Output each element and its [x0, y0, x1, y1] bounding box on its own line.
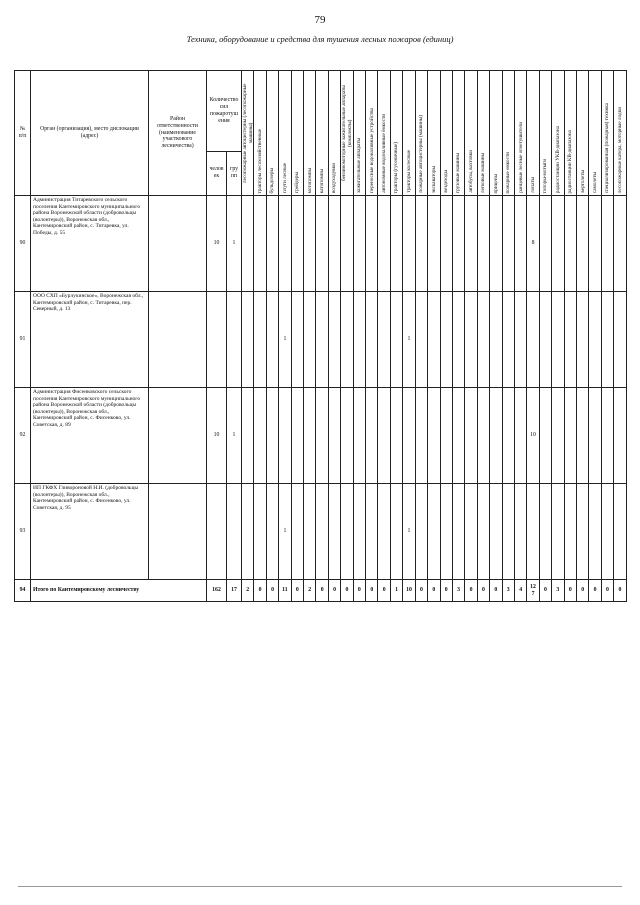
header-equipment-14	[415, 71, 427, 196]
header-equipment-17	[452, 71, 464, 196]
header-equipment-1	[254, 71, 266, 196]
row-equipment-value	[490, 388, 502, 484]
row-equipment-value	[539, 292, 551, 388]
row-equipment-value	[378, 196, 390, 292]
header-org: Орган (организация), место дислокации (адрес)	[31, 71, 149, 196]
total-number: 94	[15, 580, 31, 602]
row-equipment-value	[465, 196, 477, 292]
header-equipment-label: легковые машины	[480, 153, 487, 193]
header-equipment-label: лесопожарные автоцистерны (лесопожарные машины)	[242, 83, 255, 183]
row-number: 91	[15, 292, 31, 388]
total-equipment-value: 0	[576, 580, 588, 602]
header-equipment-3	[279, 71, 291, 196]
row-equipment-value	[502, 484, 514, 580]
total-equipment-value: 3	[452, 580, 464, 602]
row-equipment-value	[440, 388, 452, 484]
header-equipment-29	[601, 71, 613, 196]
row-equipment-value	[291, 388, 303, 484]
row-equipment-value	[502, 292, 514, 388]
row-equipment-value	[304, 484, 316, 580]
row-equipment-value: 8	[527, 196, 539, 292]
header-equipment-label: радиостанции КВ-диапазона	[567, 129, 574, 193]
header-equipment-label: бензиномоторные зажигательные аппараты (комплекты)	[341, 85, 354, 181]
row-equipment-value	[601, 388, 613, 484]
header-equipment-label: плуги лесные	[281, 162, 288, 193]
row-equipment-value	[254, 292, 266, 388]
row-equipment-value: 1	[403, 292, 415, 388]
row-equipment-value	[353, 388, 365, 484]
row-people	[207, 292, 227, 388]
row-equipment-value	[428, 484, 440, 580]
header-equipment-label: лесопожарные катера, моторные лодки	[616, 106, 623, 193]
header-equipment-label: пожарные емкости	[505, 151, 512, 193]
row-organization: Администрация Фисенковского сельского поселения Кантемировского муниципального района Воронежской области (добровольцы (волонтеры)), Воронежская обл., Кантемировский район, с. Фисенково, ул. Советская, д. 89	[31, 388, 149, 484]
row-organization: ООО СХП «Бурлукинское», Воронежская обл., Кантемировский район, с. Титаревка, пер. Северный, д. 13	[31, 292, 149, 388]
row-equipment-value	[428, 388, 440, 484]
header-work-area: Район ответственности (наименование участкового лесничества)	[149, 71, 207, 196]
row-equipment-value	[477, 196, 489, 292]
row-equipment-value	[353, 196, 365, 292]
row-equipment-value	[328, 196, 340, 292]
row-equipment-value	[490, 484, 502, 580]
total-equipment-value: 0	[266, 580, 278, 602]
header-equipment-label: прицепы	[492, 173, 499, 193]
header-equipment-label: пожарные автоцистерны (машины)	[418, 115, 425, 193]
row-equipment-value	[266, 196, 278, 292]
row-equipment-value	[366, 196, 378, 292]
row-equipment-value	[614, 388, 626, 484]
header-equipment-21	[502, 71, 514, 196]
row-equipment-value	[266, 292, 278, 388]
row-equipment-value	[589, 484, 601, 580]
header-equipment-10	[366, 71, 378, 196]
row-work-area	[149, 388, 207, 484]
header-equipment-30	[614, 71, 626, 196]
row-groups	[227, 292, 242, 388]
row-equipment-value	[316, 292, 328, 388]
row-groups: 1	[227, 388, 242, 484]
total-equipment-value: 0	[564, 580, 576, 602]
row-equipment-value	[242, 484, 254, 580]
row-equipment-value	[242, 388, 254, 484]
row-equipment-value	[403, 196, 415, 292]
header-groups: групп	[227, 151, 242, 195]
header-equipment-26	[564, 71, 576, 196]
header-no: № п/п	[15, 71, 31, 196]
header-equipment-label: самолеты	[591, 171, 598, 193]
total-equipment-value: 3	[502, 580, 514, 602]
row-equipment-value	[576, 388, 588, 484]
row-equipment-value	[279, 388, 291, 484]
header-equipment-label: радиостанции УКВ-диапазона	[554, 125, 561, 193]
row-groups: 1	[227, 196, 242, 292]
row-equipment-value	[304, 388, 316, 484]
row-equipment-value	[614, 484, 626, 580]
row-equipment-value	[477, 292, 489, 388]
total-equipment-value: 0	[465, 580, 477, 602]
row-equipment-value	[589, 292, 601, 388]
row-equipment-value	[279, 196, 291, 292]
row-equipment-value	[564, 484, 576, 580]
row-work-area	[149, 196, 207, 292]
header-equipment-label: воздуходувки	[331, 162, 338, 193]
row-people: 10	[207, 196, 227, 292]
total-equipment-value: 1	[390, 580, 402, 602]
row-equipment-value	[564, 196, 576, 292]
total-equipment-value: 10	[403, 580, 415, 602]
header-equipment-label: ранцевые лесные огнетушители	[517, 122, 524, 193]
header-equipment-16	[440, 71, 452, 196]
row-equipment-value: 1	[403, 484, 415, 580]
header-equipment-label: автономные водоналивные ёмкости	[381, 114, 388, 193]
row-equipment-value	[465, 388, 477, 484]
header-equipment-12	[390, 71, 402, 196]
row-equipment-value	[514, 484, 526, 580]
row-equipment-value	[552, 388, 564, 484]
row-equipment-value	[254, 388, 266, 484]
row-equipment-value	[440, 196, 452, 292]
header-equipment-2	[266, 71, 278, 196]
page-number: 79	[314, 14, 326, 26]
row-equipment-value	[390, 388, 402, 484]
row-equipment-value	[514, 388, 526, 484]
total-equipment-value: 0	[341, 580, 353, 602]
row-equipment-value	[614, 292, 626, 388]
header-equipment-label: топоры-мотыги	[542, 158, 549, 193]
total-equipment-value: 0	[539, 580, 551, 602]
table-row	[15, 388, 627, 484]
row-equipment-value	[415, 388, 427, 484]
row-equipment-value	[378, 292, 390, 388]
total-equipment-value: 11	[279, 580, 291, 602]
header-equipment-label: автобусы, вахтовки	[467, 150, 474, 193]
total-groups: 17	[227, 580, 242, 602]
row-organization: ИП ГКФХ Гливороновой Н.И. (добровольцы (волонтеры)), Воронежская обл., Кантемировский район, с. Фисенково, ул. Советская, д. 95	[31, 484, 149, 580]
row-equipment-value	[576, 292, 588, 388]
row-equipment-value	[328, 388, 340, 484]
row-equipment-value	[291, 196, 303, 292]
row-equipment-value	[514, 292, 526, 388]
row-equipment-value	[266, 484, 278, 580]
row-equipment-value	[328, 292, 340, 388]
row-equipment-value	[465, 484, 477, 580]
row-equipment-value	[465, 292, 477, 388]
header-equipment-label: бульдозеры	[269, 167, 276, 193]
row-equipment-value	[390, 484, 402, 580]
row-equipment-value	[316, 484, 328, 580]
row-equipment-value	[378, 484, 390, 580]
row-equipment-value	[291, 292, 303, 388]
row-equipment-value	[254, 484, 266, 580]
header-equipment-label: мотопомпы	[306, 167, 313, 193]
row-equipment-value	[266, 388, 278, 484]
header-equipment-0	[242, 71, 254, 196]
header-equipment-6	[316, 71, 328, 196]
header-personnel: Количество сил пожаротушения	[207, 71, 242, 152]
total-equipment-value: 0	[490, 580, 502, 602]
row-equipment-value	[440, 292, 452, 388]
total-equipment-value: 0	[601, 580, 613, 602]
total-equipment-value: 0	[428, 580, 440, 602]
row-equipment-value	[328, 484, 340, 580]
header-equipment-19	[477, 71, 489, 196]
header-equipment-8	[341, 71, 353, 196]
header-equipment-7	[328, 71, 340, 196]
header-equipment-9	[353, 71, 365, 196]
row-equipment-value	[552, 196, 564, 292]
row-equipment-value	[514, 196, 526, 292]
row-equipment-value	[539, 196, 551, 292]
row-equipment-value	[415, 484, 427, 580]
table-row	[15, 484, 627, 580]
header-equipment-4	[291, 71, 303, 196]
header-equipment-15	[428, 71, 440, 196]
row-equipment-value	[601, 196, 613, 292]
header-equipment-label: тракторы колесные	[405, 150, 412, 193]
header-equipment-label: экскаваторы	[430, 165, 437, 193]
equipment-table	[14, 70, 627, 602]
total-people: 162	[207, 580, 227, 602]
row-equipment-value	[341, 196, 353, 292]
header-equipment-label: грузовые машины	[455, 153, 462, 193]
row-equipment-value	[589, 196, 601, 292]
header-equipment-label: вездеходы	[443, 170, 450, 193]
total-label: Итого по Кантемировскому лесничеству	[31, 580, 207, 602]
header-people: человек	[207, 151, 227, 195]
row-equipment-value	[341, 292, 353, 388]
row-equipment-value	[502, 196, 514, 292]
total-equipment-value: 0	[291, 580, 303, 602]
header-equipment-25	[552, 71, 564, 196]
total-equipment-value: 0	[254, 580, 266, 602]
row-number: 90	[15, 196, 31, 292]
row-equipment-value	[366, 484, 378, 580]
total-equipment-value: 0	[415, 580, 427, 602]
header-equipment-label: специализированная (пожарная) техника	[604, 102, 611, 193]
row-number: 93	[15, 484, 31, 580]
table-row	[15, 196, 627, 292]
row-equipment-value	[452, 292, 464, 388]
row-equipment-value	[341, 388, 353, 484]
row-equipment-value	[390, 196, 402, 292]
row-equipment-value	[304, 196, 316, 292]
row-organization: Администрация Титаревского сельского поселения Кантемировского муниципального района Воронежской области (добровольцы (волонтеры)), Воронежская обл., Кантемировский район, с. Титаревка, ул. Победы, д. 55	[31, 196, 149, 292]
header-equipment-24	[539, 71, 551, 196]
row-equipment-value	[601, 484, 613, 580]
total-equipment-value: 0	[378, 580, 390, 602]
row-equipment-value	[502, 388, 514, 484]
total-equipment-value: 4	[514, 580, 526, 602]
row-equipment-value	[242, 196, 254, 292]
row-equipment-value	[366, 388, 378, 484]
row-equipment-value	[440, 484, 452, 580]
total-equipment-value: 0	[614, 580, 626, 602]
total-equipment-value: 0	[440, 580, 452, 602]
header-equipment-11	[378, 71, 390, 196]
row-equipment-value	[366, 292, 378, 388]
header-equipment-27	[576, 71, 588, 196]
row-equipment-value	[316, 388, 328, 484]
total-equipment-value: 0	[353, 580, 365, 602]
header-equipment-label: лопаты	[529, 177, 536, 193]
row-equipment-value	[254, 196, 266, 292]
row-equipment-value	[576, 484, 588, 580]
table-caption: Техника, оборудование и средства для тушения лесных пожаров (единиц)	[186, 34, 454, 44]
header-equipment-20	[490, 71, 502, 196]
row-people: 10	[207, 388, 227, 484]
row-equipment-value	[477, 484, 489, 580]
header-equipment-13	[403, 71, 415, 196]
row-equipment-value	[378, 388, 390, 484]
row-equipment-value	[452, 484, 464, 580]
row-equipment-value: 10	[527, 388, 539, 484]
equipment-table-wrapper	[14, 70, 626, 602]
row-work-area	[149, 292, 207, 388]
row-equipment-value	[614, 196, 626, 292]
row-equipment-value: 1	[279, 292, 291, 388]
total-equipment-value: 0	[328, 580, 340, 602]
row-equipment-value	[539, 388, 551, 484]
row-equipment-value	[564, 292, 576, 388]
header-equipment-23	[527, 71, 539, 196]
header-equipment-label: зажигательные аппараты	[356, 138, 363, 193]
total-equipment-value: 0	[477, 580, 489, 602]
row-equipment-value	[601, 292, 613, 388]
row-equipment-value	[490, 292, 502, 388]
row-equipment-value	[304, 292, 316, 388]
row-equipment-value	[539, 484, 551, 580]
row-equipment-value	[552, 484, 564, 580]
table-row	[15, 292, 627, 388]
row-groups	[227, 484, 242, 580]
row-equipment-value	[576, 196, 588, 292]
total-equipment-value: 0	[316, 580, 328, 602]
total-row	[15, 580, 627, 602]
row-equipment-value	[452, 196, 464, 292]
row-equipment-value: 1	[279, 484, 291, 580]
row-equipment-value	[341, 484, 353, 580]
header-equipment-5	[304, 71, 316, 196]
total-equipment-value: 2	[242, 580, 254, 602]
header-equipment-label: вертолеты	[579, 170, 586, 193]
header-equipment-label: тракторы (гусеничные)	[393, 141, 400, 193]
header-equipment-18	[465, 71, 477, 196]
row-equipment-value	[552, 292, 564, 388]
total-equipment-value: 2	[304, 580, 316, 602]
row-equipment-value	[564, 388, 576, 484]
header-equipment-label: катопомпы	[319, 168, 326, 193]
row-equipment-value	[316, 196, 328, 292]
row-equipment-value	[452, 388, 464, 484]
row-equipment-value	[428, 196, 440, 292]
row-equipment-value	[527, 484, 539, 580]
header-row	[15, 71, 627, 152]
row-equipment-value	[477, 388, 489, 484]
row-equipment-value	[242, 292, 254, 388]
row-work-area	[149, 484, 207, 580]
header-equipment-label: переносные водоналивные устройства	[368, 108, 375, 193]
row-equipment-value	[390, 292, 402, 388]
total-equipment-value: 3	[552, 580, 564, 602]
row-equipment-value	[353, 292, 365, 388]
row-equipment-value	[291, 484, 303, 580]
row-equipment-value	[403, 388, 415, 484]
row-people	[207, 484, 227, 580]
header-equipment-label: грейдеры	[294, 172, 301, 193]
total-equipment-value: 0	[589, 580, 601, 602]
total-equipment-value: 0	[366, 580, 378, 602]
header-equipment-28	[589, 71, 601, 196]
row-equipment-value	[415, 196, 427, 292]
row-number: 92	[15, 388, 31, 484]
row-equipment-value	[490, 196, 502, 292]
page-bottom-rule	[18, 886, 622, 887]
row-equipment-value	[415, 292, 427, 388]
row-equipment-value	[527, 292, 539, 388]
row-equipment-value	[428, 292, 440, 388]
row-equipment-value	[353, 484, 365, 580]
row-equipment-value	[589, 388, 601, 484]
header-equipment-22	[514, 71, 526, 196]
header-equipment-label: тракторы лесохозяйственные	[256, 128, 263, 193]
total-equipment-value: 127	[527, 580, 539, 602]
